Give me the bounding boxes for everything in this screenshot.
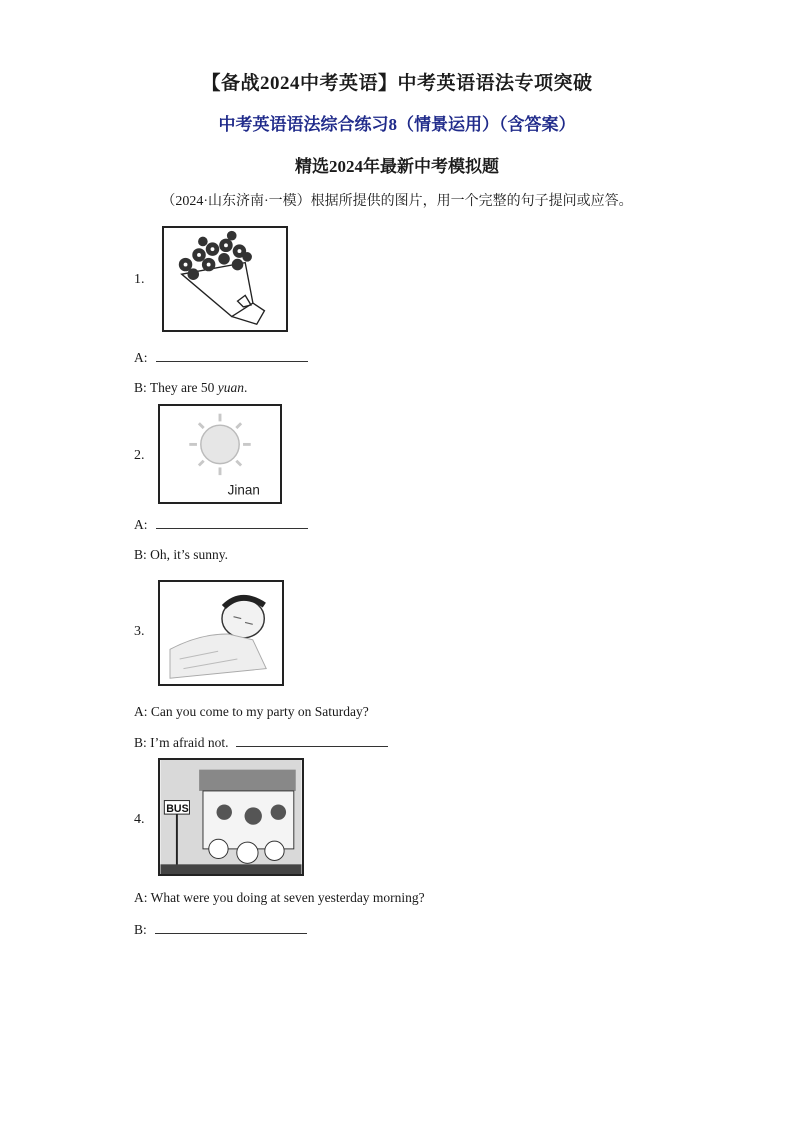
question-number: 2.	[134, 448, 145, 463]
speaker-b-label: B:	[134, 735, 147, 750]
speaker-b-label: B:	[134, 922, 147, 937]
page-title: 【备战2024中考英语】中考英语语法专项突破	[201, 73, 593, 94]
answer-line-b	[134, 547, 228, 563]
image-caption: BUS	[166, 803, 189, 816]
answer-text: I’m afraid not.	[150, 735, 229, 750]
speaker-b-label: B:	[134, 547, 147, 562]
answer-line-a	[134, 704, 369, 720]
speaker-a-label: A:	[134, 704, 148, 719]
question-number: 4.	[134, 812, 145, 827]
answer-blank[interactable]	[155, 921, 307, 934]
image-caption: Jinan	[227, 482, 260, 498]
answer-line-b	[134, 380, 247, 396]
answer-blank[interactable]	[156, 516, 308, 529]
instruction-text: （2024·山东济南·一模）根据所提供的图片，用一个完整的句子提问或应答。	[161, 194, 633, 209]
question-text: Can you come to my party on Saturday?	[150, 704, 369, 719]
answer-line-a	[134, 349, 308, 366]
answer-blank[interactable]	[236, 734, 388, 747]
bus-stop-icon	[158, 758, 304, 876]
flower-bouquet-icon	[162, 226, 288, 332]
answer-line-a	[134, 516, 308, 533]
answer-blank[interactable]	[156, 349, 308, 362]
answer-text-end: .	[244, 380, 248, 395]
answer-text-italic: yuan	[217, 380, 244, 395]
sun-weather-icon	[158, 404, 282, 504]
sleeping-person-icon	[158, 580, 284, 686]
speaker-b-label: B:	[134, 380, 147, 395]
page-subheading: 精选2024年最新中考模拟题	[295, 157, 499, 176]
speaker-a-label: A:	[134, 350, 148, 365]
question-number: 3.	[134, 624, 145, 639]
answer-line-b	[134, 921, 307, 938]
answer-text: They are 50	[149, 380, 218, 395]
question-number: 1.	[134, 272, 145, 287]
question-text: What were you doing at seven yesterday morning?	[150, 890, 425, 905]
answer-text: Oh, it’s sunny.	[150, 547, 229, 562]
page-subtitle: 中考英语语法综合练习8（情景运用）（含答案）	[218, 115, 576, 134]
answer-line-a	[134, 890, 425, 906]
speaker-a-label: A:	[134, 890, 148, 905]
speaker-a-label: A:	[134, 517, 148, 532]
answer-line-b	[134, 734, 388, 751]
